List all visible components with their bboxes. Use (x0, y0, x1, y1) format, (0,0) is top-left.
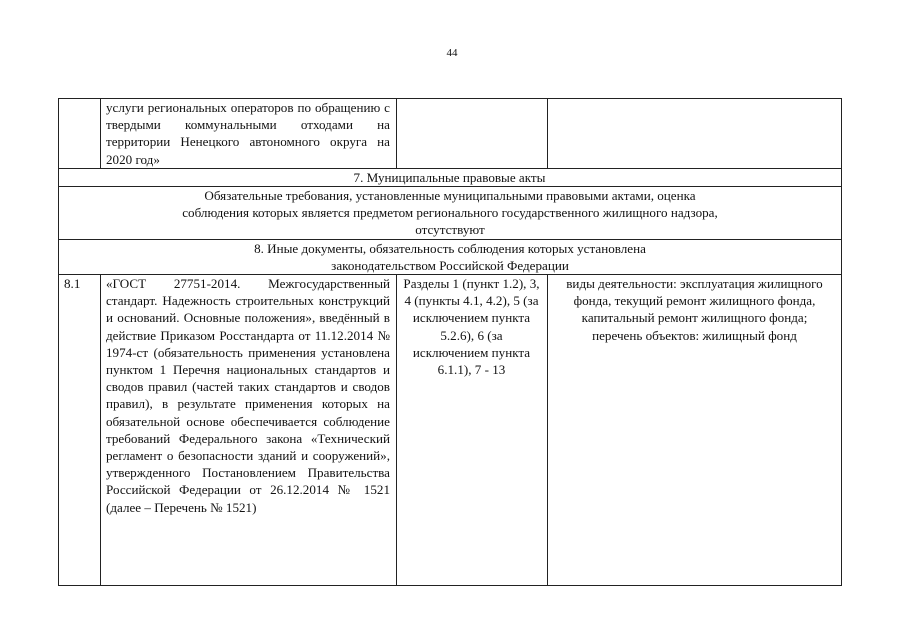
document-cell: услуги региональных операторов по обращению с твердыми коммунальными отходами на территории Ненецкого автономного округа на 2020 год» (101, 99, 397, 169)
row-number-cell (59, 99, 101, 169)
section-8-title: 8. Иные документы, обязательность соблюдения которых установлена законодательством Российской Федерации (59, 239, 842, 274)
sections-cell (397, 99, 548, 169)
scope-cell: виды деятельности: эксплуатация жилищного фонда, текущий ремонт жилищного фонда, капитальный ремонт жилищного фонда; перечень объектов: жилищный фонд (548, 275, 842, 586)
page-number: 44 (446, 47, 458, 59)
section-heading-row (59, 168, 842, 186)
sections-cell: Разделы 1 (пункт 1.2), 3, 4 (пункты 4.1, 4.2), 5 (за исключением пункта 5.2.6), 6 (за исключением пункта 6.1.1), 7 - 13 (397, 275, 548, 586)
requirements-table (58, 98, 842, 586)
scope-cell (548, 99, 842, 169)
section-7-note: Обязательные требования, установленные муниципальными правовыми актами, оценка соблюдения которых является предметом регионального государственного жилищного надзора, отсутствуют (59, 187, 842, 240)
table-row (59, 99, 842, 169)
section-note-row (59, 187, 842, 240)
document-cell: «ГОСТ 27751-2014. Межгосударственный стандарт. Надежность строительных конструкций и оснований. Основные положения», введённый в действие Приказом Росстандарта от 11.12.2014 № 1974-ст (обязательность применения установлена пунктом 1 Перечня национальных стандартов и сводов правил (частей таких стандартов и сводов правил), в результате применения которых на обязательной основе обеспечивается соблюдение требований Федерального закона «Технический регламент о безопасности зданий и сооружений», утвержденного Постановлением Правительства Российской Федерации от 26.12.2014 № 1521 (далее – Перечень № 1521) (101, 275, 397, 586)
section-7-title: 7. Муниципальные правовые акты (59, 168, 842, 186)
table-row (59, 275, 842, 586)
section-heading-row (59, 239, 842, 274)
row-number-cell: 8.1 (59, 275, 101, 586)
